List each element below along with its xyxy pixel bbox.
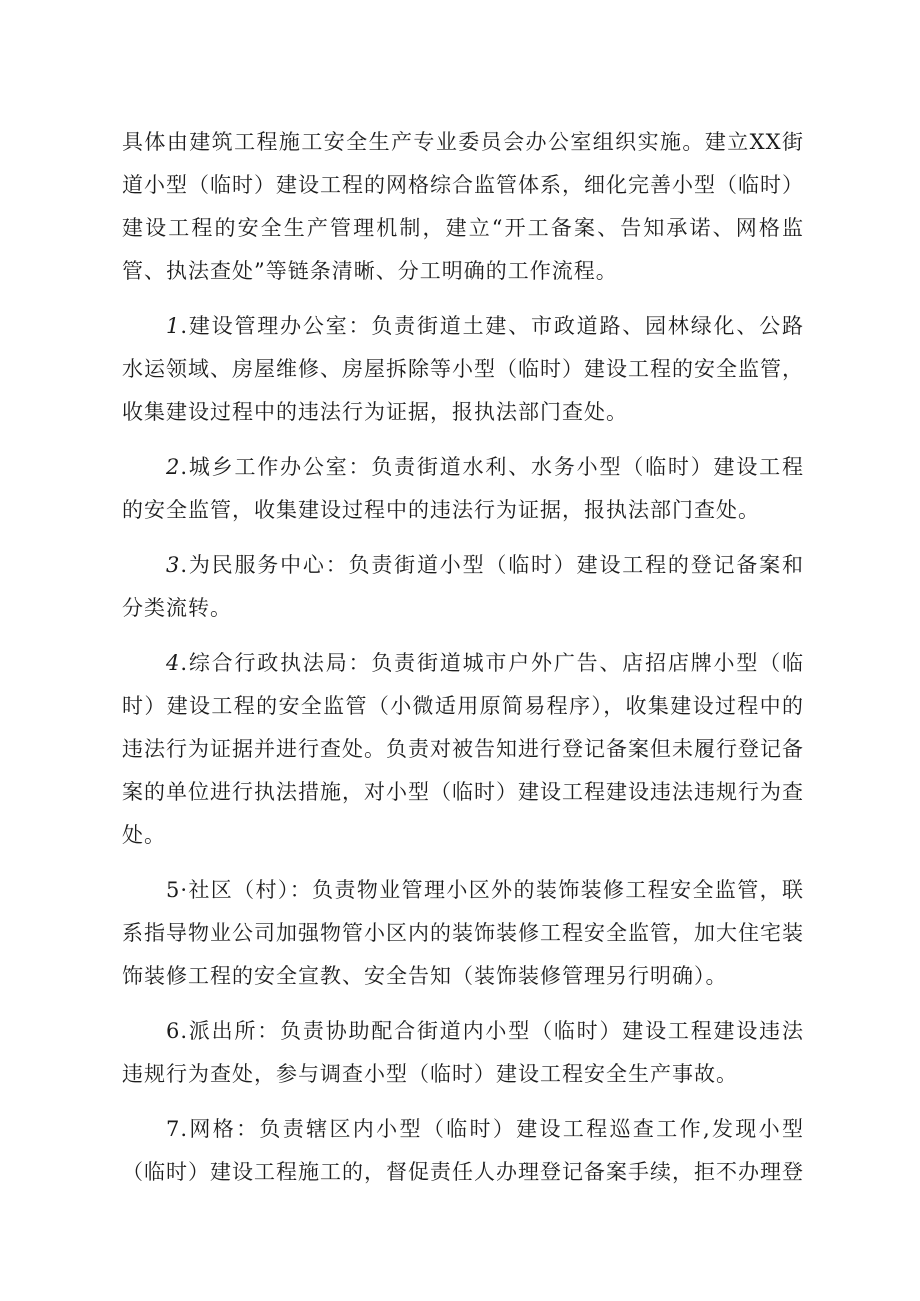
- item-paragraph-6: [122, 1010, 804, 1096]
- item-number-4: 4: [166, 651, 181, 675]
- item-text-2: .城乡工作办公室：负责街道水利、水务小型（临时）建设工程的安全监管，收集建设过程中的违法行为证据，报执法部门查处。: [122, 455, 804, 522]
- item-number-7: 7: [166, 1117, 181, 1141]
- item-number-6: 6: [166, 1019, 181, 1043]
- item-number-1: 1: [166, 314, 181, 338]
- item-text-6: .派出所：负责协助配合街道内小型（临时）建设工程建设违法违规行为查处，参与调查小型（临时）建设工程安全生产事故。: [122, 1019, 804, 1086]
- intro-paragraph: 具体由建筑工程施工安全生产专业委员会办公室组织实施。建立XX街道小型（临时）建设工程的网格综合监管体系，细化完善小型（临时）建设工程的安全生产管理机制，建立“开工备案、告知承诺、网格监管、执法查处”等链条清晰、分工明确的工作流程。: [122, 130, 804, 283]
- item-text-3: .为民服务中心：负责街道小型（临时）建设工程的登记备案和分类流转。: [122, 553, 804, 620]
- document-body: [122, 121, 804, 1194]
- item-paragraph-3: [122, 544, 804, 630]
- item-text-7: .网格：负责辖区内小型（临时）建设工程巡查工作,发现小型（临时）建设工程施工的，督促责任人办理登记备案手续，拒不办理登: [122, 1117, 804, 1184]
- item-paragraph-4: [122, 642, 804, 857]
- item-number-5: 5: [166, 878, 181, 902]
- item-text-5: ·社区（村）：负责物业管理小区外的装饰装修工程安全监管，联系指导物业公司加强物管小区内的装饰装修工程安全监管，加大住宅装饰装修工程的安全宣教、安全告知（装饰装修管理另行明确）。: [122, 878, 804, 988]
- item-paragraph-1: [122, 305, 804, 434]
- item-paragraph-7: [122, 1108, 804, 1194]
- item-number-3: 3: [166, 553, 181, 577]
- item-text-1: .建设管理办公室：负责街道土建、市政道路、园林绿化、公路水运领域、房屋维修、房屋拆除等小型（临时）建设工程的安全监管，收集建设过程中的违法行为证据，报执法部门查处。: [122, 314, 804, 424]
- item-text-4: .综合行政执法局：负责街道城市户外广告、店招店牌小型（临时）建设工程的安全监管（小微适用原简易程序），收集建设过程中的违法行为证据并进行查处。负责对被告知进行登记备案但未履行登记备案的单位进行执法措施，对小型（临时）建设工程建设违法违规行为查处。: [122, 651, 804, 847]
- item-paragraph-2: [122, 446, 804, 532]
- item-paragraph-5: [122, 869, 804, 998]
- item-number-2: 2: [166, 455, 181, 479]
